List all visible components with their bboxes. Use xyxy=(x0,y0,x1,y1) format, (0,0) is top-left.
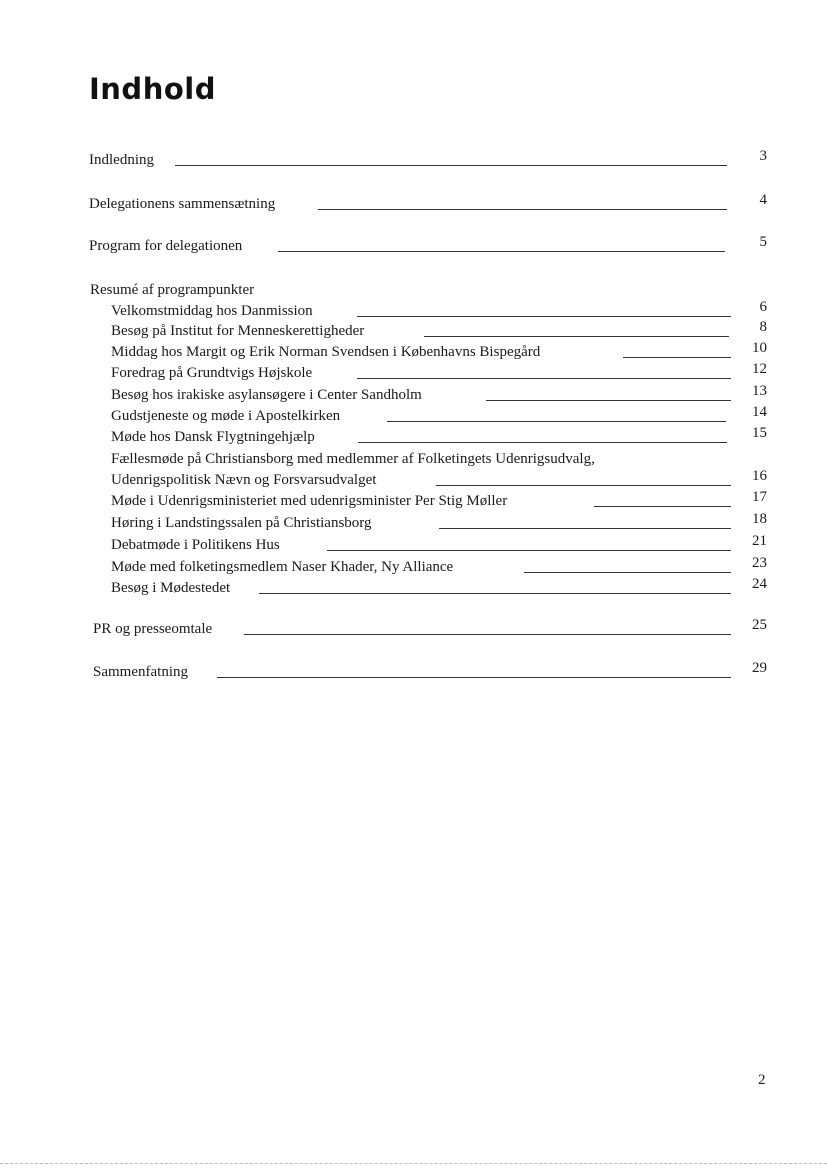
toc-leader xyxy=(357,316,731,317)
toc-leader xyxy=(387,421,726,422)
toc-entry-moedestedet[interactable] xyxy=(0,576,827,600)
toc-entry-sammenfatning[interactable] xyxy=(0,660,827,684)
toc-leader xyxy=(436,485,731,486)
toc-leader xyxy=(358,442,727,443)
toc-entry-label: Debatmøde i Politikens Hus xyxy=(111,537,280,553)
toc-entry-label: Møde med folketingsmedlem Naser Khader, Ny Alliance xyxy=(111,559,454,575)
toc-page-number: 4 xyxy=(759,192,767,208)
toc-entry-politikens-hus[interactable] xyxy=(0,533,827,557)
toc-leader xyxy=(327,550,731,551)
toc-entry-label: Foredrag på Grundtvigs Højskole xyxy=(111,365,313,381)
toc-entry-label: Velkomstmiddag hos Danmission xyxy=(111,303,313,319)
toc-entry-flygtningehjaelp[interactable] xyxy=(0,425,827,449)
toc-page-number: 16 xyxy=(752,468,767,484)
toc-entry-udenrigsministeriet[interactable] xyxy=(0,489,827,513)
toc-page-number: 24 xyxy=(752,576,767,592)
toc-leader xyxy=(357,378,731,379)
toc-page-number: 10 xyxy=(752,340,767,356)
toc-page-number: 17 xyxy=(752,489,767,505)
toc-entry-label: Møde hos Dansk Flygtningehjælp xyxy=(111,429,315,445)
toc-page-number: 25 xyxy=(752,617,767,633)
toc-page-number: 14 xyxy=(752,404,767,420)
toc-entry-label: Udenrigspolitisk Nævn og Forsvarsudvalget xyxy=(111,472,377,488)
toc-page-number: 5 xyxy=(759,234,767,250)
toc-leader xyxy=(318,209,727,210)
toc-leader xyxy=(259,593,731,594)
toc-entry-label: Besøg hos irakiske asylansøgere i Center Sandholm xyxy=(111,387,422,403)
toc-leader xyxy=(524,572,731,573)
toc-leader xyxy=(244,634,731,635)
scan-edge-divider xyxy=(0,1163,827,1164)
toc-section-title: Resumé af programpunkter xyxy=(90,282,255,298)
toc-entry-label: Delegationens sammensætning xyxy=(89,196,276,212)
toc-leader xyxy=(439,528,731,529)
toc-entry-landstingssalen[interactable] xyxy=(0,511,827,535)
toc-leader xyxy=(623,357,731,358)
toc-page-number: 12 xyxy=(752,361,767,377)
toc-entry-program[interactable] xyxy=(0,234,827,258)
toc-page-number: 15 xyxy=(752,425,767,441)
toc-entry-label: PR og presseomtale xyxy=(93,621,213,637)
toc-entry-label: Program for delegationen xyxy=(89,238,243,254)
toc-page-number: 8 xyxy=(759,319,767,335)
toc-page-number: 21 xyxy=(752,533,767,549)
toc-leader xyxy=(594,506,731,507)
toc-entry-label: Fællesmøde på Christiansborg med medlemmer af Folketingets Udenrigsudvalg, xyxy=(111,451,595,467)
toc-entry-label: Besøg på Institut for Menneskerettigheder xyxy=(111,323,365,339)
toc-entry-label: Besøg i Mødestedet xyxy=(111,580,231,596)
toc-entry-label: Høring i Landstingssalen på Christiansborg xyxy=(111,515,372,531)
page-title: Indhold xyxy=(89,72,216,106)
toc-leader xyxy=(217,677,731,678)
toc-leader xyxy=(486,400,731,401)
toc-entry-indledning[interactable] xyxy=(0,148,827,172)
toc-entry-label: Møde i Udenrigsministeriet med udenrigsminister Per Stig Møller xyxy=(111,493,508,509)
toc-entry-label: Gudstjeneste og møde i Apostelkirken xyxy=(111,408,341,424)
toc-entry-hoejskole[interactable] xyxy=(0,361,827,385)
toc-leader xyxy=(175,165,727,166)
toc-page-number: 23 xyxy=(752,555,767,571)
page-number: 2 xyxy=(758,1072,766,1088)
toc-page-number: 18 xyxy=(752,511,767,527)
toc-page-number: 3 xyxy=(759,148,767,164)
toc-entry-pr[interactable] xyxy=(0,617,827,641)
toc-page-number: 29 xyxy=(752,660,767,676)
toc-page-number: 6 xyxy=(759,299,767,315)
toc-page-number: 13 xyxy=(752,383,767,399)
toc-entry-delegation[interactable] xyxy=(0,192,827,216)
toc-leader xyxy=(424,336,729,337)
toc-leader xyxy=(278,251,725,252)
toc-entry-label: Indledning xyxy=(89,152,154,168)
toc-entry-label: Sammenfatning xyxy=(93,664,188,680)
toc-entry-label: Middag hos Margit og Erik Norman Svendsen i Københavns Bispegård xyxy=(111,344,541,360)
